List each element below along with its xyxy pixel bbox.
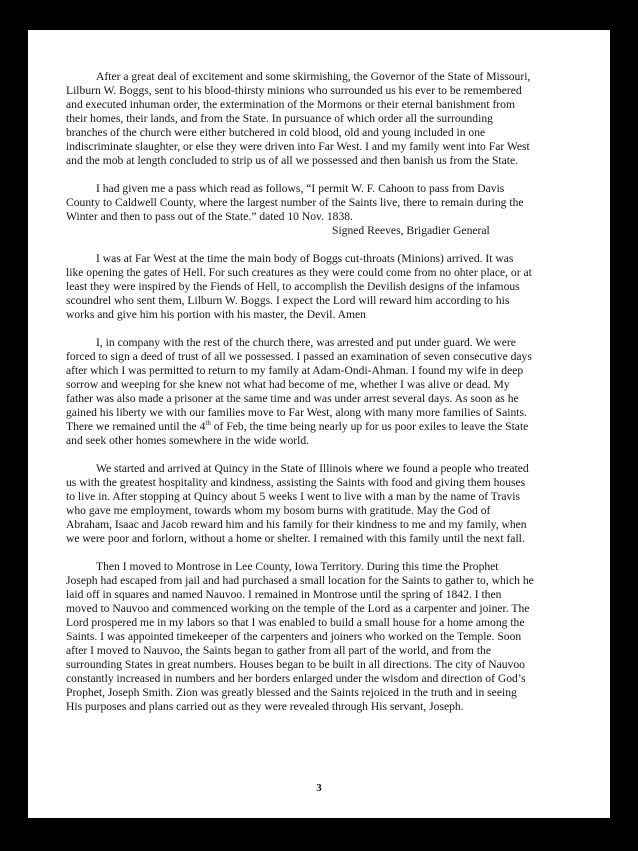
text-line: I was at Far West at the time the main body of Boggs cut-throats (Minions) arrived. It was <box>96 252 514 265</box>
text-line: After a great deal of excitement and some skirmishing, the Governor of the State of Missouri, <box>96 70 531 83</box>
text-line: who gave me employment, towards whom my bosom burns with gratitude. May the God of <box>66 504 491 517</box>
text-line: and seek other homes somewhere in the wide world. <box>66 434 310 447</box>
text-line: County to Caldwell County, where the largest number of the Saints live, there to remain during the <box>66 196 524 209</box>
text-line: after I moved to Nauvoo, the Saints began to gather from all part of the world, and from the <box>66 644 491 657</box>
text-line: least they were inspired by the Fiends of Hell, to accomplish the Devilish designs of the infamous <box>66 280 520 293</box>
paragraph <box>66 462 570 546</box>
paragraph <box>66 70 570 168</box>
document-page <box>28 30 610 818</box>
text-line: Saints. I was appointed timekeeper of the carpenters and joiners who worked on the Temple. Soon <box>66 630 522 643</box>
text-line: Lord prospered me in my labors so that I was enabled to build a small house for a home among the <box>66 616 525 629</box>
text-line: There we remained until the 4th of Feb, the time being nearly up for us poor exiles to leave the State <box>66 419 529 433</box>
paragraph <box>66 560 570 714</box>
text-line: us with the greatest hospitality and kindness, assisting the Saints with food and giving them houses <box>66 476 526 489</box>
text-line: and the mob at length concluded to strip us of all we possessed and then banish us from the State. <box>66 154 519 167</box>
text-line: I had given me a pass which read as follows, “I permit W. F. Cahoon to pass from Davis <box>96 182 505 195</box>
paragraph <box>66 336 570 448</box>
text-line: indiscriminate slaughter, or else they were driven into Far West. I and my family went into Far West <box>66 140 530 153</box>
signature-line: Signed Reeves, Brigadier General <box>332 224 490 237</box>
paragraph <box>66 252 570 322</box>
text-line: Lilburn W. Boggs, sent to his blood-thirsty minions who surrounded us his ever to be remembered <box>66 84 522 97</box>
text-line: We started and arrived at Quincy in the State of Illinois where we found a people who treated <box>96 462 529 475</box>
ordinal-suffix: th <box>205 419 211 428</box>
text-line: their homes, their lands, and from the State. In pursuance of which order all the surrounding <box>66 112 493 125</box>
text-line: moved to Nauvoo and commenced working on the temple of the Lord as a carpenter and joiner. The <box>66 602 530 615</box>
text-line: father was also made a prisoner at the same time and was under arrest several days. As soon as he <box>66 392 519 405</box>
text-line: branches of the church were either butchered in cold blood, old and young included in one <box>66 126 486 139</box>
text-line: Winter and then to pass out of the State.” dated 10 Nov. 1838. <box>66 210 353 223</box>
text-line: I, in company with the rest of the church there, was arrested and put under guard. We were <box>96 336 516 349</box>
text-line: His purposes and plans carried out as they were revealed through His servant, Joseph. <box>66 700 464 713</box>
text-line: laid off in squares and named Nauvoo. I remained in Montrose until the spring of 1842. I then <box>66 588 502 601</box>
text-line: forced to sign a deed of trust of all we possessed. I passed an examination of seven consecutive days <box>66 350 532 363</box>
text-line: works and give him his portion with his master, the Devil. Amen <box>66 308 366 321</box>
text-line: we were poor and forlorn, without a home or shelter. I remained with this family until the next fall. <box>66 532 525 545</box>
text-line: and executed inhuman order, the extermination of the Mormons or their eternal banishment from <box>66 98 515 111</box>
text-line: surrounding States in great numbers. Houses began to be built in all directions. The city of Nauvoo <box>66 658 525 671</box>
text-line: to live in. After stopping at Quincy about 5 weeks I went to live with a man by the name of Travis <box>66 490 521 503</box>
text-line: Then I moved to Montrose in Lee County, Iowa Territory. During this time the Prophet <box>96 560 499 573</box>
text-line: Abraham, Isaac and Jacob reward him and his family for their kindness to me and my family, when <box>66 518 527 531</box>
text-line: like opening the gates of Hell. For such creatures as they were could come from no ohter place, or at <box>66 266 532 279</box>
text-line: gained his liberty we with our families move to Far West, along with many more families of Saints. <box>66 406 527 419</box>
text-line: scoundrel who sent them, Lilburn W. Boggs. I expect the Lord will reward him according to his <box>66 294 510 307</box>
text-line: Prophet, Joseph Smith. Zion was greatly blessed and the Saints rejoiced in the truth and in seeing <box>66 686 517 699</box>
text-line: after which I was permitted to return to my family at Adam-Ondi-Ahman. I found my wife in deep <box>66 364 524 377</box>
page-number: 3 <box>316 782 322 794</box>
text-line: constantly increased in numbers and her borders enlarged under the wisdom and direction of God’s <box>66 672 526 685</box>
text-line: sorrow and weeping for she knew not what had become of me, whether I was alive or dead. My <box>66 378 510 391</box>
paragraph <box>66 182 570 238</box>
text-line: Joseph had escaped from jail and had purchased a small location for the Saints to gather to, which he <box>66 574 534 587</box>
document-body <box>66 70 570 714</box>
